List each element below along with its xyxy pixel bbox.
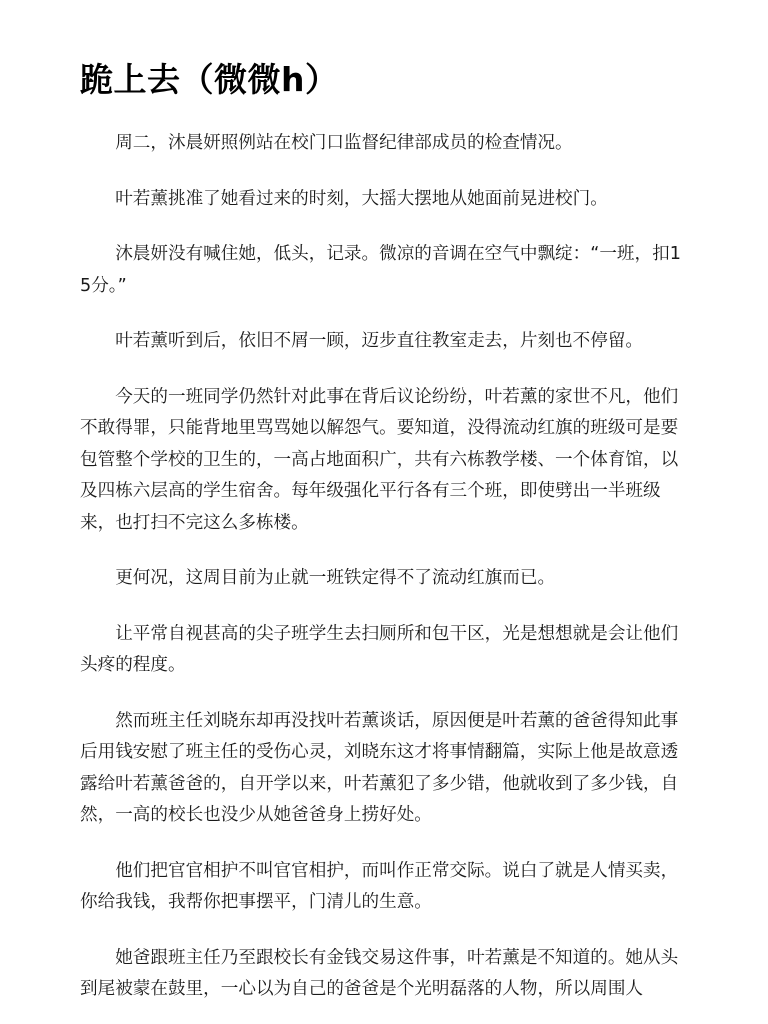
paragraph: 然而班主任刘晓东却再没找叶若薰谈话，原因便是叶若薰的爸爸得知此事后用钱安慰了班主任的受伤心灵，刘晓东这才将事情翻篇，实际上他是故意透露给叶若薰爸爸的，自开学以来，叶若薰犯了多少错，他就收到了多少钱，自然，一高的校长也没少从她爸爸身上捞好处。 bbox=[80, 710, 679, 825]
paragraph: 他们把官官相护不叫官官相护，而叫作正常交际。说白了就是人情买卖，你给我钱，我帮你把事摆平，门清儿的生意。 bbox=[80, 860, 679, 912]
article-body bbox=[80, 128, 690, 1006]
paragraph: 更何况，这周目前为止就一班铁定得不了流动红旗而已。 bbox=[115, 568, 556, 588]
paragraph: 今天的一班同学仍然针对此事在背后议论纷纷，叶若薰的家世不凡，他们不敢得罪，只能背地里骂骂她以解怨气。要知道，没得流动红旗的班级可是要包管整个学校的卫生的，一高占地面积广，共有六栋教学楼、一个体育馆，以及四栋六层高的学生宿舍。每年级强化平行各有三个班，即使劈出一半班级来，也打扫不完这么多栋楼。 bbox=[80, 386, 679, 533]
paragraph: 周二，沐晨妍照例站在校门口监督纪律部成员的检查情况。 bbox=[115, 133, 573, 153]
paragraph: 叶若薰挑准了她看过来的时刻，大摇大摆地从她面前晃进校门。 bbox=[115, 188, 608, 209]
paragraph: 她爸跟班主任乃至跟校长有金钱交易这件事，叶若薰是不知道的。她从头到尾被蒙在鼓里，一心以为自己的爸爸是个光明磊落的人物，所以周围人 bbox=[80, 947, 679, 999]
paragraph: 让平常自视甚高的尖子班学生去扫厕所和包干区，光是想想就是会让他们头疼的程度。 bbox=[80, 623, 679, 675]
paragraph: 沐晨妍没有喊住她，低头，记录。微凉的音调在空气中飘绽：“一班，扣15分。” bbox=[80, 244, 681, 296]
paragraph: 叶若薰听到后，依旧不屑一顾，迈步直往教室走去，片刻也不停留。 bbox=[115, 331, 644, 351]
article-title: 跪上去（微微h） bbox=[80, 60, 339, 99]
